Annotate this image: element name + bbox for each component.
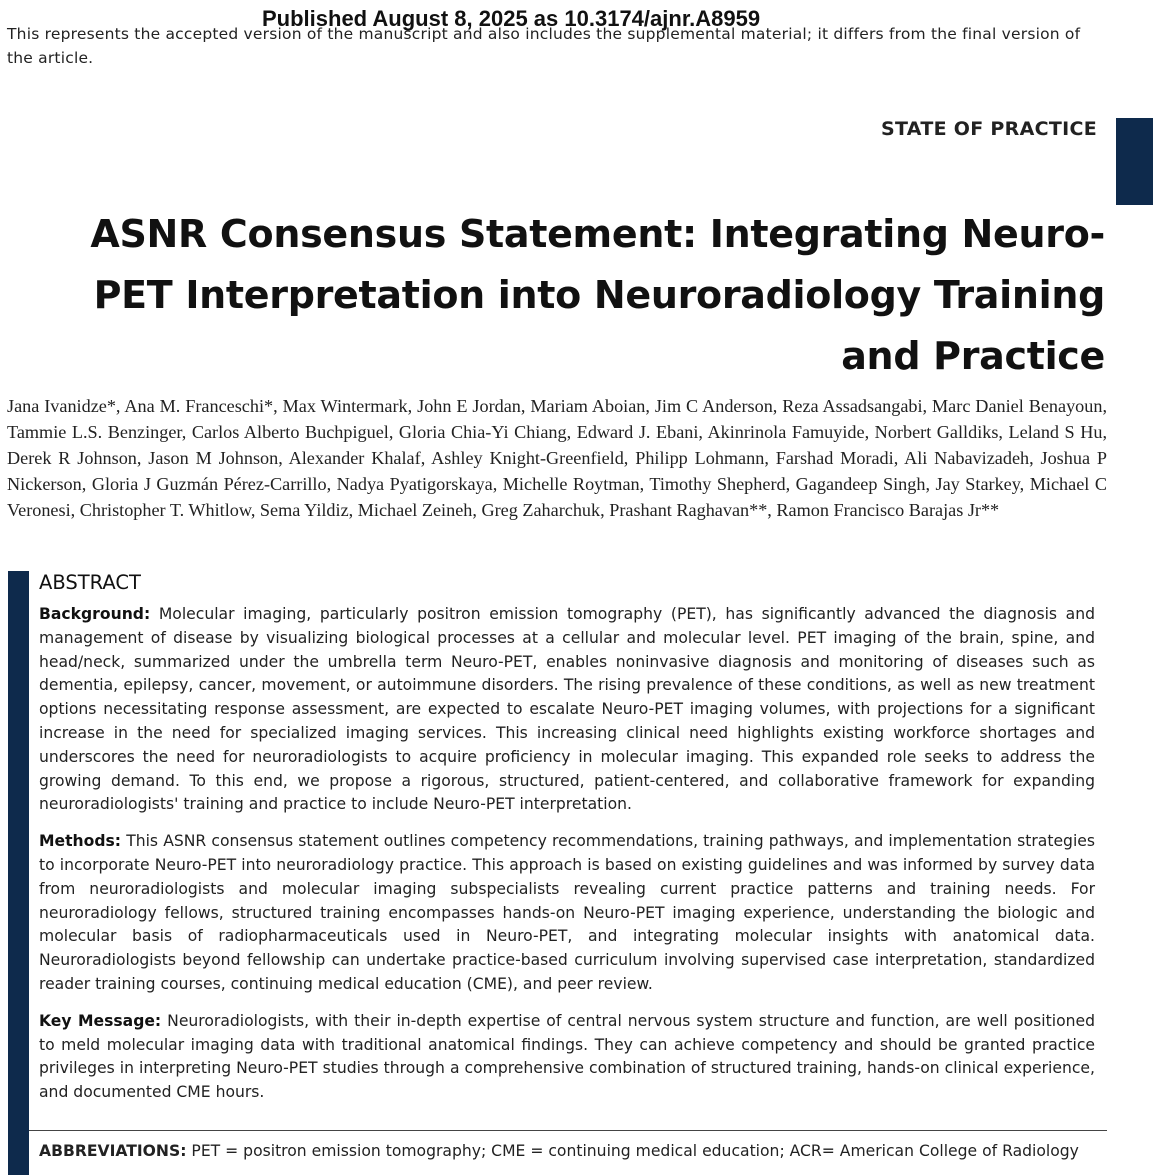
background-text: Molecular imaging, particularly positron emission tomography (PET), has significantly advanced the diagnosis and management of disease by visualizing biological processes at a cellular and molecular level. PET imaging of the brain, spine, and head/neck, summarized under the umbrella term Neuro-PET, enables noninvasive diagnosis and monitoring of diseases such as dementia, epilepsy, cancer, movement, or autoimmune disorders. The rising prevalence of these conditions, as well as new treatment options necessitating response assessment, are expected to escalate Neuro-PET imaging volumes, with projections for a significant increase in the need for specialized imaging services. This increasing clinical need highlights existing workforce shortages and underscores the need for neuroradiologists to acquire proficiency in molecular imaging. This expanded role seeks to address the growing demand. To this end, we propose a rigorous, structured, patient-centered, and collaborative framework for expanding neuroradiologists' training and practice to include Neuro-PET interpretation. [39,605,1095,814]
abbreviations-divider [29,1130,1107,1131]
key-message-text: Neuroradiologists, with their in-depth expertise of central nervous system structure and function, are well positioned to meld molecular imaging data with traditional anatomical findings. They can achieve competency and should be granted practice privileges in interpreting Neuro-PET studies through a comprehensive combination of structured training, hands-on clinical experience, and documented CME hours. [39,1011,1095,1102]
published-banner: Published August 8, 2025 as 10.3174/ajnr.A8959 [262,6,761,31]
section-side-tab [1116,118,1153,205]
background-label: Background: [39,605,151,623]
section-label: STATE OF PRACTICE [881,118,1097,140]
abstract-heading: ABSTRACT [39,571,141,594]
key-message-label: Key Message: [39,1011,162,1030]
abbreviations-text: PET = positron emission tomography; CME = continuing medical education; ACR= American College of Radiology [186,1142,1079,1160]
article-title: ASNR Consensus Statement: Integrating Neuro-PET Interpretation into Neuroradiology Training and Practice [90,212,1105,378]
abbreviations [39,1139,1109,1163]
abbreviations-label: ABBREVIATIONS: [39,1142,187,1160]
methods-text: This ASNR consensus statement outlines competency recommendations, training pathways, and implementation strategies to incorporate Neuro-PET into neuroradiology practice. This approach is based on existing guidelines and was informed by survey data from neuroradiologists and molecular imaging subspecialists revealing current practice patterns and training needs. For neuroradiology fellows, structured training encompasses hands-on Neuro-PET imaging experience, understanding the biologic and molecular basis of radiopharmaceuticals used in Neuro-PET, and integrating molecular insights with anatomical data. Neuroradiologists beyond fellowship can undertake practice-based curriculum involving supervised case interpretation, standardized reader training courses, continuing medical education (CME), and peer review. [39,832,1095,993]
abstract-key-message [39,1010,1095,1105]
abstract-background [39,603,1095,817]
abstract-section [39,571,1095,1118]
abstract-methods [39,830,1095,997]
author-list: Jana Ivanidze*, Ana M. Franceschi*, Max Wintermark, John E Jordan, Mariam Aboian, Jim C Anderson, Reza Assadsangabi, Marc Daniel Benayoun, Tammie L.S. Benzinger, Carlos Alberto Buchpiguel, Gloria Chia-Yi Chiang, Edward J. Ebani, Akinrinola Famuyide, Norbert Galldiks, Leland S Hu, Derek R Johnson, Jason M Johnson, Alexander Khalaf, Ashley Knight-Greenfield, Philipp Lohmann, Farshad Moradi, Ali Nabavizadeh, Joshua P Nickerson, Gloria J Guzmán Pérez-Carrillo, Nadya Pyatigorskaya, Michelle Roytman, Timothy Shepherd, Gagandeep Singh, Jay Starkey, Michael C Veronesi, Christopher T. Whitlow, Sema Yildiz, Michael Zeineh, Greg Zaharchuk, Prashant Raghavan**, Ramon Francisco Barajas Jr** [7,396,1107,520]
abstract-side-bar [8,571,29,1175]
methods-label: Methods: [39,832,122,851]
manuscript-note: This represents the accepted version of the manuscript and also includes the supplemental material; it differs from the final version of the article. [7,25,1081,67]
